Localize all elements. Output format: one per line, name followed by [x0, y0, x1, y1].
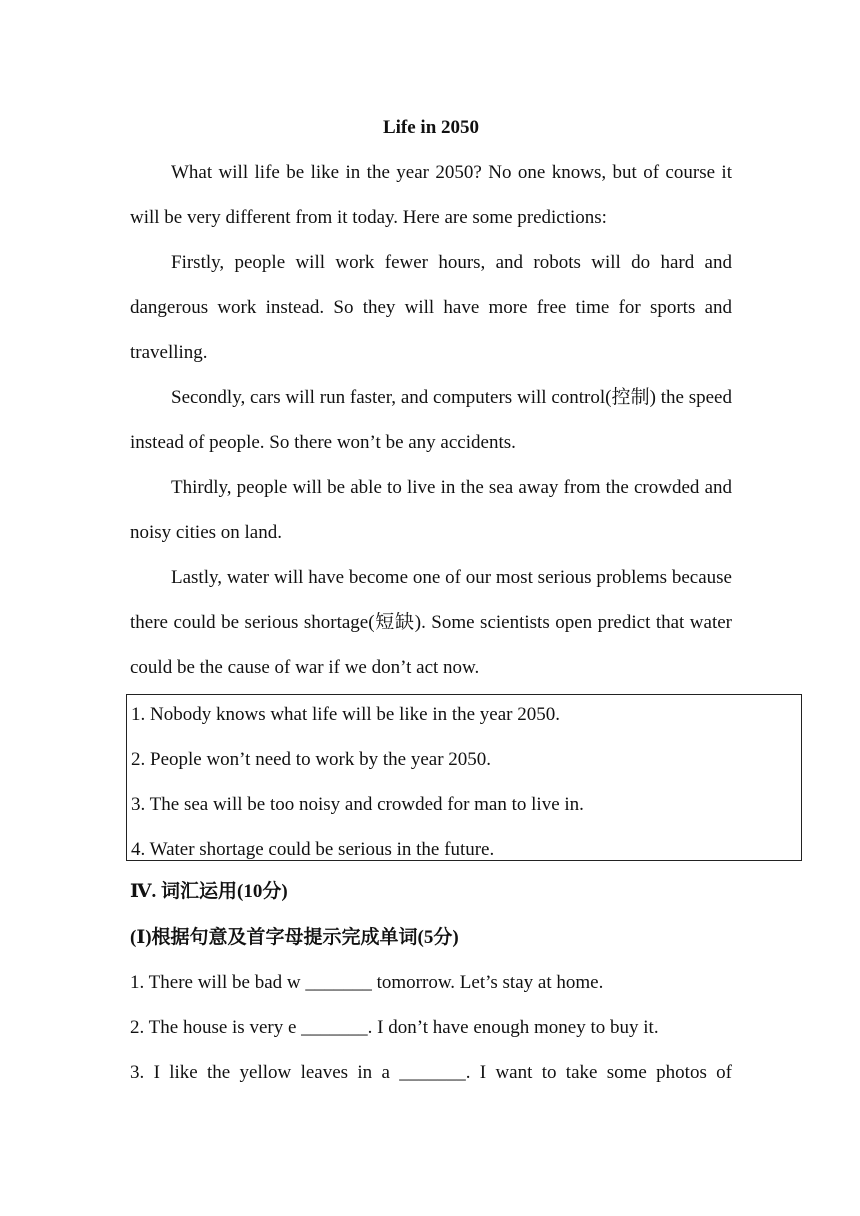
statements-box [126, 694, 802, 861]
paragraph-4: Thirdly, people will be able to live in the sea away from the crowded and noisy cities on land. [130, 477, 732, 543]
statement-1: 1. Nobody knows what life will be like in the year 2050. [131, 704, 561, 725]
passage-title: Life in 2050 [382, 117, 480, 138]
section-subheading: (Ⅰ)根据句意及首字母提示完成单词(5分) [130, 927, 459, 948]
section-heading: Ⅳ. 词汇运用(10分) [130, 881, 288, 902]
paragraph-3: Secondly, cars will run faster, and computers will control(控制) the speed instead of people. So there won’t be any accidents. [130, 387, 732, 453]
question-1: 1. There will be bad w _______ tomorrow. Let’s stay at home. [130, 972, 604, 993]
reading-passage [130, 150, 732, 690]
statement-4: 4. Water shortage could be serious in the future. [131, 839, 495, 860]
statement-2: 2. People won’t need to work by the year 2050. [131, 749, 492, 770]
paragraph-5: Lastly, water will have become one of our most serious problems because there could be serious shortage(短缺). Some scientists open predict that water could be the cause of war if we don’t act now. [130, 567, 732, 678]
paragraph-1: What will life be like in the year 2050? No one knows, but of course it will be very different from it today. Here are some predictions: [130, 162, 732, 228]
statement-3: 3. The sea will be too noisy and crowded for man to live in. [131, 794, 584, 815]
paragraph-2: Firstly, people will work fewer hours, and robots will do hard and dangerous work instead. So they will have more free time for sports and travelling. [130, 252, 732, 363]
question-2: 2. The house is very e _______. I don’t have enough money to buy it. [130, 1017, 659, 1038]
question-3: 3. I like the yellow leaves in a _______. I want to take some photos of [130, 1062, 732, 1083]
